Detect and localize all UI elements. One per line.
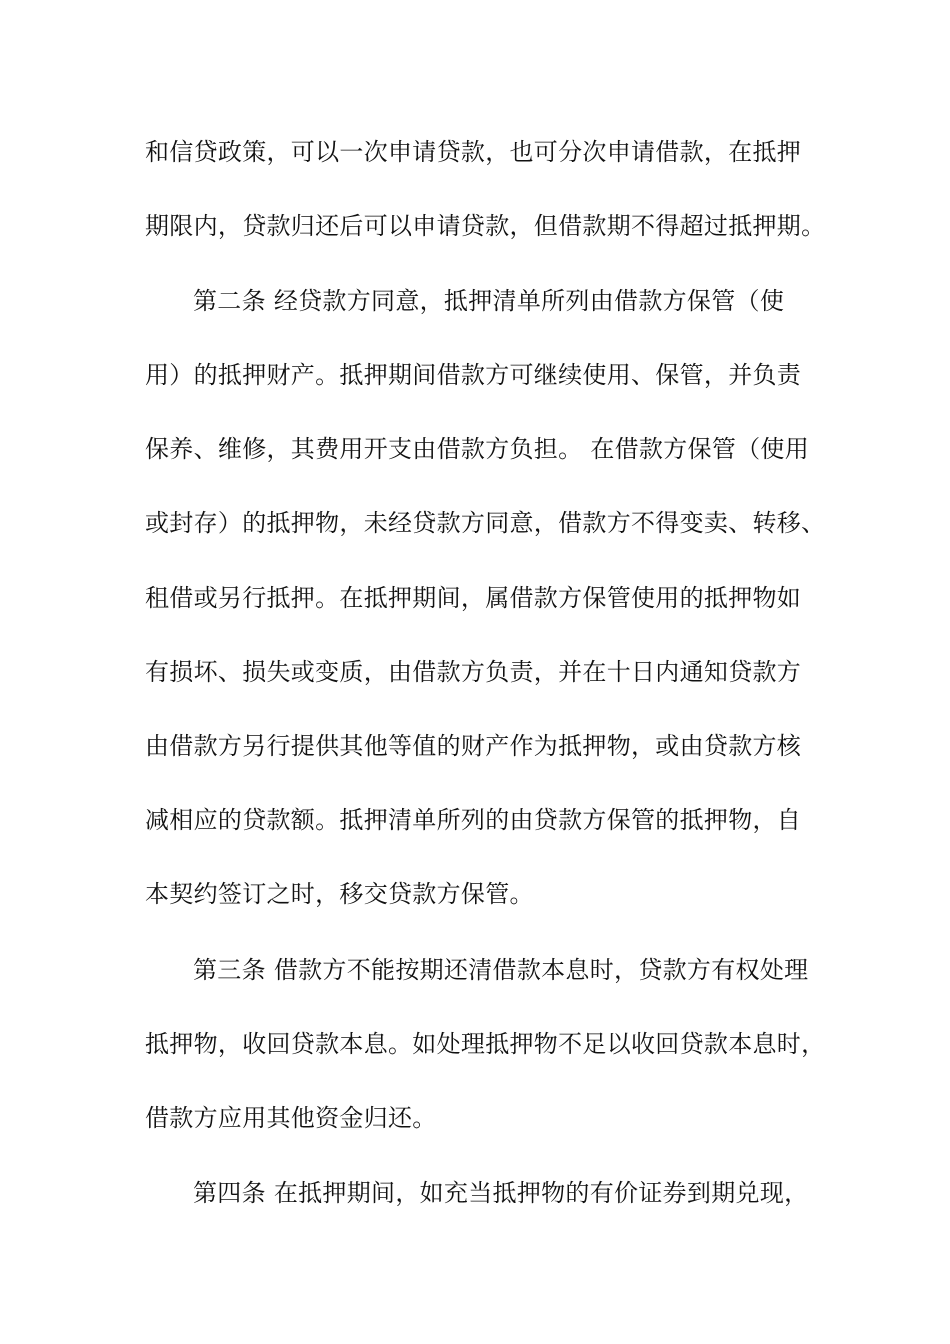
text-line: 或封存）的抵押物，未经贷款方同意，借款方不得变卖、转移、 (145, 509, 826, 537)
text-line: 用）的抵押财产。抵押期间借款方可继续使用、保管，并负责 (145, 361, 802, 389)
text-line: 租借或另行抵押。在抵押期间，属借款方保管使用的抵押物如 (145, 584, 802, 612)
article-2-heading-line: 第二条 经贷款方同意，抵押清单所列由借款方保管（使 (193, 287, 785, 315)
text-line: 借款方应用其他资金归还。 (145, 1104, 437, 1132)
text-line: 由借款方另行提供其他等值的财产作为抵押物，或由贷款方核 (145, 732, 802, 760)
text-line: 保养、维修，其费用开支由借款方负担。 在借款方保管（使用 (145, 435, 810, 463)
text-line: 有损坏、损失或变质，由借款方负责，并在十日内通知贷款方 (145, 658, 802, 686)
article-3-heading-line: 第三条 借款方不能按期还清借款本息时，贷款方有权处理 (193, 956, 809, 984)
text-line: 和信贷政策，可以一次申请贷款，也可分次申请借款，在抵押 (145, 138, 802, 166)
text-line: 期限内，贷款归还后可以申请贷款，但借款期不得超过抵押期。 (145, 212, 826, 240)
article-4-heading-line: 第四条 在抵押期间，如充当抵押物的有价证券到期兑现， (193, 1179, 809, 1207)
text-line: 减相应的贷款额。抵押清单所列的由贷款方保管的抵押物，自 (145, 806, 802, 834)
text-line: 抵押物，收回贷款本息。如处理抵押物不足以收回贷款本息时， (145, 1030, 826, 1058)
text-line: 本契约签订之时，移交贷款方保管。 (145, 880, 534, 908)
